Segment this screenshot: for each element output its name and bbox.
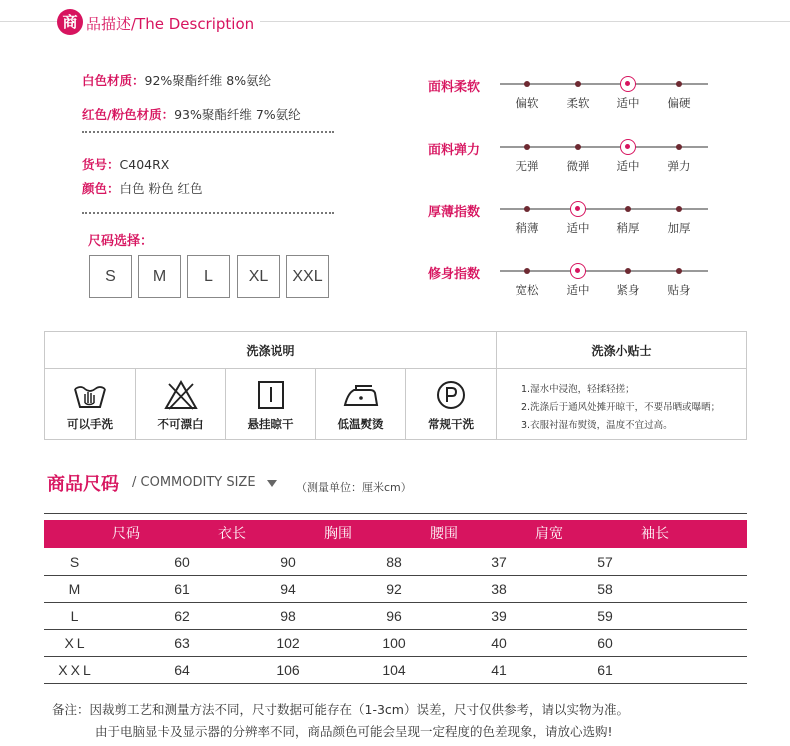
divider-2: [82, 212, 334, 214]
scale-dot: [676, 144, 682, 150]
size-table-cell: 59: [597, 608, 613, 624]
scale-option: 柔软: [566, 96, 590, 110]
size-table-cell: 63: [174, 635, 190, 651]
scale-label: 厚薄指数: [428, 205, 481, 220]
wash-item-hand-wash: [45, 369, 135, 439]
scale-dot: [625, 268, 631, 274]
size-table-row-rule: [44, 683, 747, 684]
scale-option: 贴身: [667, 283, 691, 297]
scale-option: 宽松: [515, 283, 539, 297]
washing-header-right: 洗涤小贴士: [591, 343, 652, 358]
size-table-cell: 37: [491, 554, 507, 570]
scale-dot: [676, 206, 682, 212]
scale-option: 适中: [566, 221, 590, 235]
size-option-l[interactable]: L: [187, 255, 230, 298]
size-table-cell: 88: [386, 554, 402, 570]
size-table-cell: 96: [386, 608, 402, 624]
commodity-size-unit: （测量单位：厘米cm）: [296, 481, 412, 494]
header-title: 品描述/The Description: [86, 13, 260, 34]
header-badge: 商: [57, 9, 83, 35]
product-code: [82, 155, 169, 173]
scale-selected-marker: [620, 139, 636, 155]
washing-tip: 1.湿水中浸泡，轻揉轻搓；: [521, 384, 635, 395]
scale-dot: [524, 206, 530, 212]
size-table-col-header: 胸围: [324, 526, 352, 542]
size-table-cell: 60: [174, 554, 190, 570]
size-table-cell: L: [70, 608, 82, 624]
size-table-cell: 57: [597, 554, 613, 570]
wash-item-hang-dry: [226, 369, 315, 439]
scale-label: 面料弹力: [428, 143, 481, 158]
scale-selected-marker: [620, 76, 636, 92]
size-table-col-header: 袖长: [641, 526, 669, 542]
washing-tip: 3.衣服衬湿布熨烫，温度不宜过高。: [521, 420, 673, 431]
size-table-cell: 102: [276, 635, 300, 651]
hand-wash-icon: [73, 379, 107, 411]
size-table-cell: 64: [174, 662, 190, 678]
commodity-size-subtitle: / COMMODITY SIZE: [132, 475, 256, 490]
dry-clean-icon: [434, 379, 468, 411]
size-table-col-header: 衣长: [218, 526, 246, 542]
wash-label-hang-dry: 悬挂晾干: [247, 417, 294, 431]
note-line-2: 由于电脑显卡及显示器的分辨率不同，商品颜色可能会呈现一定程度的色差现象，请放心选购!: [95, 724, 613, 739]
scale-option: 偏硬: [667, 96, 691, 110]
scale-selected-marker: [570, 263, 586, 279]
scale-option: 稍薄: [515, 221, 539, 235]
washing-header-left: 洗涤说明: [246, 343, 295, 358]
size-table-cell: 38: [491, 581, 507, 597]
size-table-cell: XXL: [58, 662, 94, 678]
size-table-cell: XL: [64, 635, 88, 651]
scale-label: 修身指数: [428, 267, 481, 282]
size-table-cell: S: [69, 554, 83, 570]
size-table-row-rule: [44, 629, 747, 630]
divider-1: [82, 131, 334, 133]
size-table-cell: 39: [491, 608, 507, 624]
size-table-cell: 94: [280, 581, 296, 597]
size-table-cell: 106: [276, 662, 300, 678]
size-table-cell: 90: [280, 554, 296, 570]
size-table-top-rule: [44, 513, 747, 514]
washing-tips: [521, 381, 720, 435]
size-table-cell: 61: [597, 662, 613, 678]
red-material-label: 红色/粉色材质：: [82, 107, 175, 122]
low-iron-icon: [342, 379, 380, 411]
scale-label: 面料柔软: [428, 80, 481, 95]
wash-item-dry-clean: [406, 369, 496, 439]
size-option-s[interactable]: S: [89, 255, 132, 298]
scale-option: 适中: [616, 96, 640, 110]
no-bleach-icon: [164, 379, 198, 411]
scale-option: 无弹: [515, 159, 539, 173]
size-table-row-rule: [44, 656, 747, 657]
size-table-cell: 98: [280, 608, 296, 624]
white-material: [82, 71, 271, 89]
wash-label-low-iron: 低温熨烫: [337, 417, 384, 431]
product-code-value: C404RX: [119, 157, 170, 172]
scale-dot: [575, 81, 581, 87]
scale-option: 弹力: [667, 159, 691, 173]
size-table-row-rule: [44, 575, 747, 576]
header-rule-left: [0, 21, 57, 22]
scale-dot: [524, 144, 530, 150]
wash-label-dry-clean: 常规干洗: [428, 417, 474, 431]
size-table-cell: 60: [597, 635, 613, 651]
red-material-value: 93%聚酯纤维 7%氨纶: [174, 107, 301, 122]
size-table-header: [44, 520, 747, 548]
scale-option: 适中: [616, 159, 640, 173]
caret-down-icon: [267, 480, 277, 487]
size-select-title: 尺码选择：: [88, 234, 154, 249]
size-table-cell: 92: [386, 581, 402, 597]
product-code-label: 货号：: [82, 157, 120, 172]
note-line-1: 备注：因裁剪工艺和测量方法不同，尺寸数据可能存在（1-3cm）误差，尺寸仅供参考，请以实物为准。: [52, 702, 629, 717]
wash-label-hand-wash: 可以手洗: [67, 417, 113, 431]
product-colors-value: 白色 粉色 红色: [119, 181, 203, 196]
scale-dot: [524, 268, 530, 274]
scale-dot: [676, 268, 682, 274]
white-material-label: 白色材质：: [82, 73, 145, 88]
size-table-col-header: 尺码: [112, 526, 140, 542]
product-colors: [82, 179, 202, 197]
washing-table: [44, 331, 747, 440]
scale-selected-marker: [570, 201, 586, 217]
scale-dot: [524, 81, 530, 87]
size-table-cell: 58: [597, 581, 613, 597]
size-table-cell: 40: [491, 635, 507, 651]
header-rule-right: [255, 21, 790, 22]
white-material-value: 92%聚酯纤维 8%氨纶: [144, 73, 272, 88]
size-table-cell: 62: [174, 608, 190, 624]
scale-option: 加厚: [667, 221, 691, 235]
size-option-xxl[interactable]: XXL: [286, 255, 329, 298]
size-table-col-header: 腰围: [430, 526, 458, 542]
size-table-cell: 61: [174, 581, 190, 597]
scale-option: 偏软: [515, 96, 539, 110]
size-table-cell: M: [68, 581, 84, 597]
commodity-size-title: 商品尺码: [47, 474, 119, 495]
size-table-col-header: 肩宽: [535, 526, 563, 542]
size-option-xl[interactable]: XL: [237, 255, 280, 298]
wash-item-no-bleach: [136, 369, 225, 439]
hang-dry-icon: [254, 379, 288, 411]
red-material: [82, 105, 301, 123]
washing-divider: [496, 332, 497, 439]
size-table-row-rule: [44, 602, 747, 603]
size-table-cell: 104: [382, 662, 406, 678]
wash-item-low-iron: [316, 369, 405, 439]
scale-dot: [676, 81, 682, 87]
product-colors-label: 颜色：: [82, 181, 120, 196]
scale-option: 稍厚: [616, 221, 640, 235]
size-option-m[interactable]: M: [138, 255, 181, 298]
size-table-cell: 41: [491, 662, 507, 678]
scale-option: 紧身: [616, 283, 640, 297]
scale-dot: [625, 206, 631, 212]
scale-option: 微弹: [566, 159, 590, 173]
washing-tip: 2.洗涤后于通风处摊开晾干，不要吊晒或曝晒；: [521, 402, 721, 413]
size-table-cell: 100: [382, 635, 406, 651]
scale-dot: [575, 144, 581, 150]
wash-label-no-bleach: 不可漂白: [157, 417, 204, 431]
scale-option: 适中: [566, 283, 590, 297]
